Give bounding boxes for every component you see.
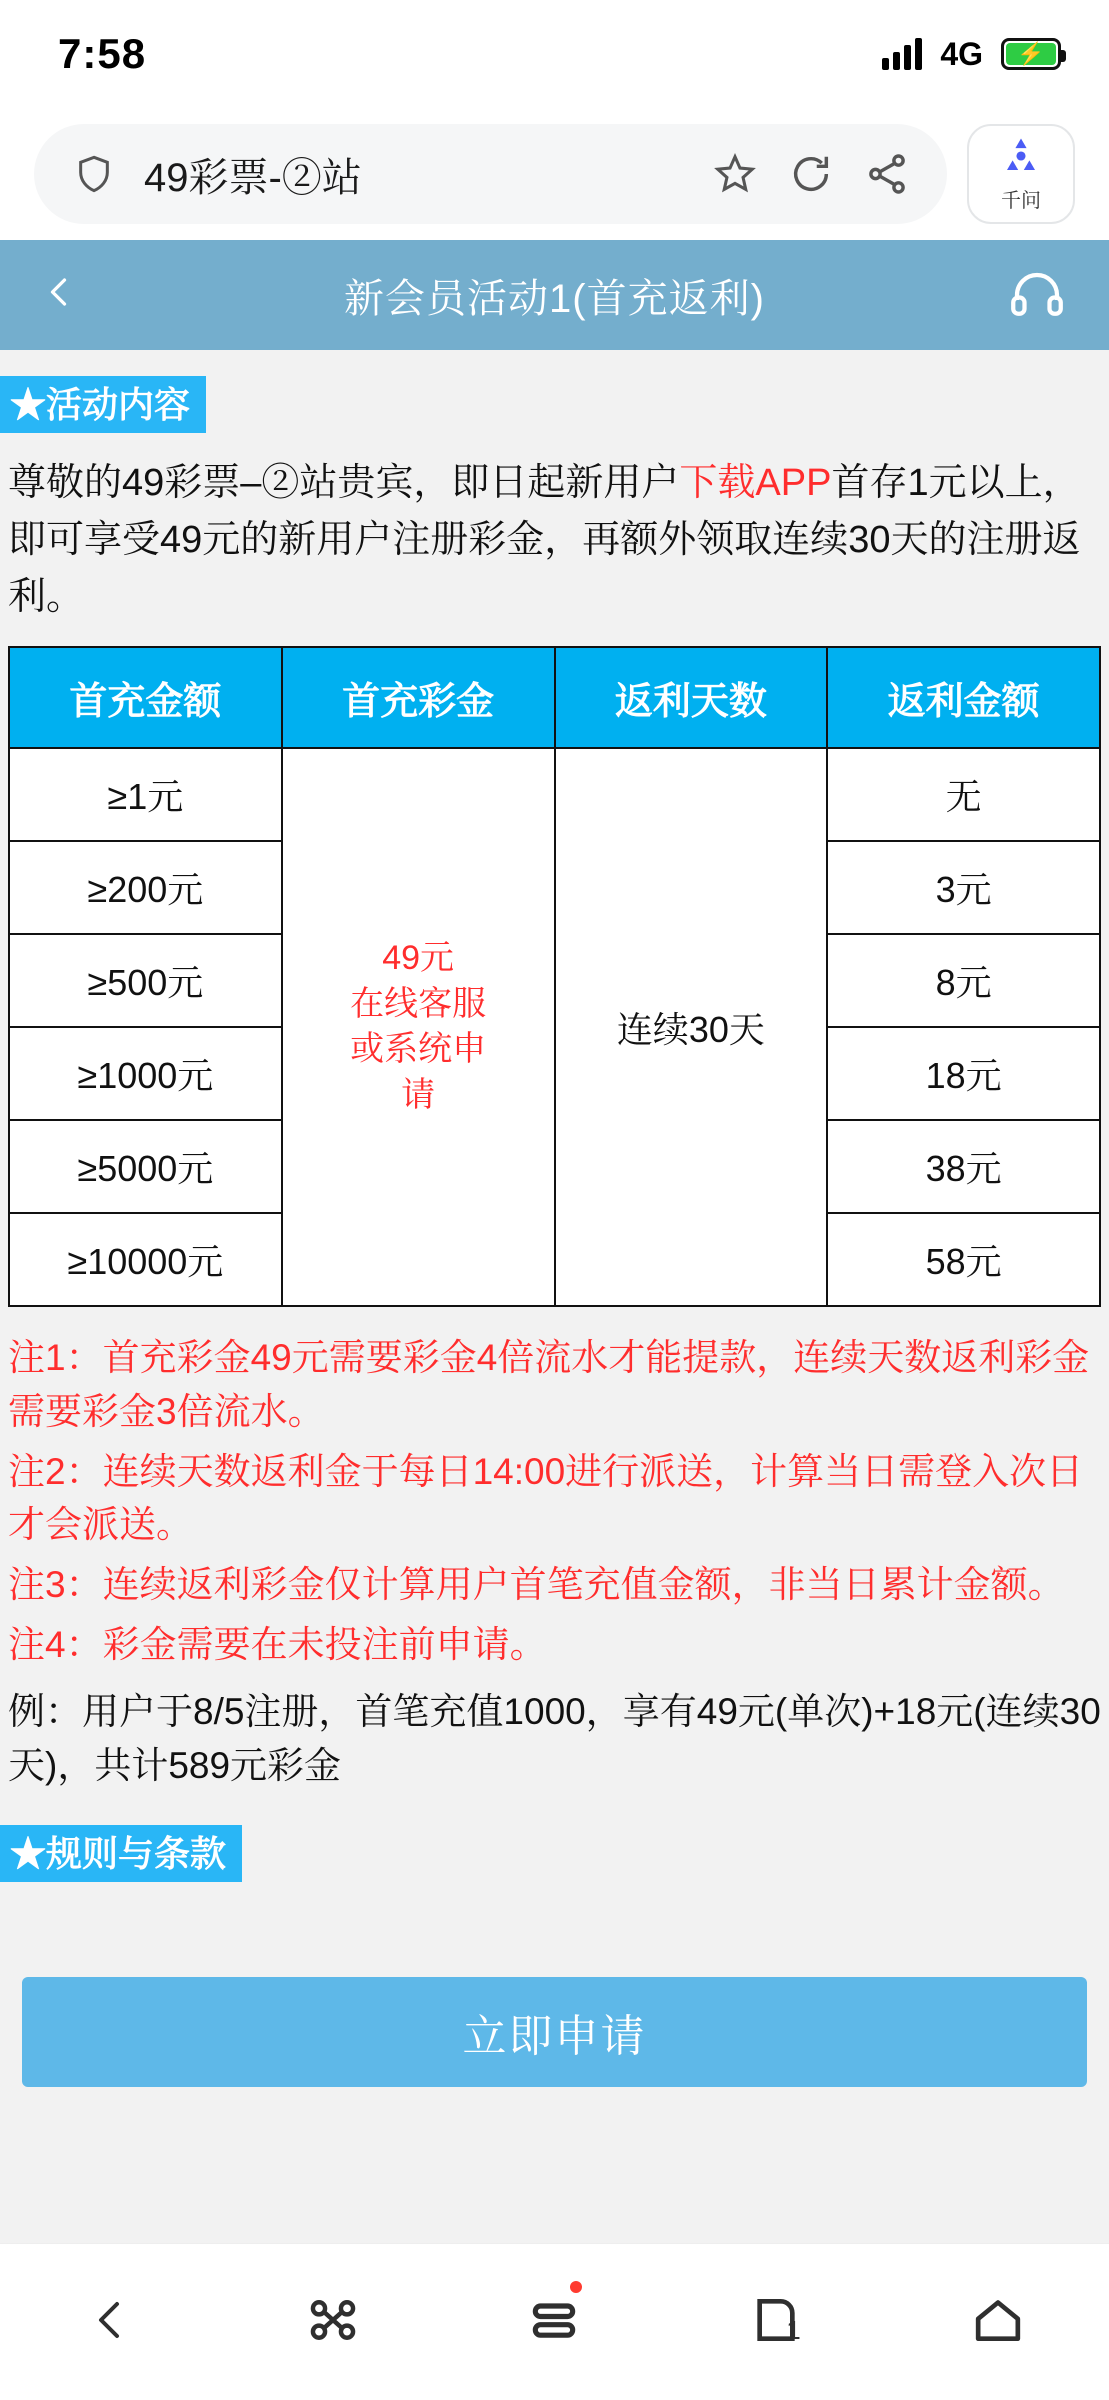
chevron-left-icon[interactable] [42,266,102,325]
notes-list [0,1315,1109,1671]
amount-cell: ≥200元 [9,841,282,934]
page-title: 新会员活动1(首充返利) [344,276,765,321]
address-bar[interactable] [34,124,947,224]
back-icon [87,2292,135,2353]
bonus-line: 在线客服 [350,984,487,1023]
table-header-cell: 首充彩金 [282,647,555,748]
amount-cell: ≥500元 [9,934,282,1027]
table-header-row [9,647,1100,748]
browser-toolbar [0,108,1109,240]
refresh-icon[interactable] [785,148,837,200]
status-bar [0,0,1109,108]
note-item: 注4：彩金需要在未投注前申请。 [8,1623,547,1665]
headset-icon[interactable] [1007,265,1067,325]
rebate-amount-cell: 3元 [827,841,1100,934]
apply-button[interactable]: 立即申请 [22,1977,1087,2087]
rebate-amount-cell: 58元 [827,1213,1100,1306]
amount-cell: ≥5000元 [9,1120,282,1213]
table-header-cell: 返利天数 [555,647,828,748]
qianwen-label: 千问 [1001,190,1041,212]
bonus-line: 49元 [382,938,455,977]
table-header-cell: 返利金额 [827,647,1100,748]
signal-bars-icon [882,38,922,70]
tabs-count-label: 1 [786,2315,801,2345]
intro-text-before: 尊敬的49彩票–②站贵宾，即日起新用户 [8,462,680,505]
rebate-amount-cell: 8元 [827,934,1100,1027]
rebate-days-cell: 连续30天 [555,748,828,1306]
share-icon[interactable] [861,148,913,200]
rebate-amount-cell: 38元 [827,1120,1100,1213]
section-title-rules: ★规则与条款 [0,1825,242,1882]
page-url-title: 49彩票-②站 [144,155,362,200]
page-header [0,240,1109,350]
tools-icon [305,2292,361,2353]
bonus-line: 请 [401,1076,436,1115]
note-item: 注1：首充彩金49元需要彩金4倍流水才能提款，连续天数返利彩金需要彩金3倍流水。 [8,1337,1090,1433]
amount-cell: ≥10000元 [9,1213,282,1306]
status-indicators [882,36,1061,73]
table-header-cell: 首充金额 [9,647,282,748]
star-icon[interactable] [709,148,761,200]
activity-intro [0,455,1109,626]
rebate-amount-cell: 18元 [827,1027,1100,1120]
activity-content [0,350,1109,2243]
section-title-activity: ★活动内容 [0,376,206,433]
note-item: 注3：连续返利彩金仅计算用户首笔充值金额，非当日累计金额。 [8,1563,1065,1605]
menu-icon [526,2292,582,2353]
nav-home-button[interactable] [938,2267,1058,2377]
amount-cell: ≥1元 [9,748,282,841]
first-deposit-bonus-cell [282,748,555,1306]
network-type-label: 4G [940,35,983,72]
nav-tools-button[interactable] [273,2267,393,2377]
nav-menu-button[interactable] [494,2267,614,2377]
intro-text-after: 首存1元以上，即可享受49元的新用户注册彩金，再额外领取连续30天的注册返利。 [8,462,1081,619]
home-icon [970,2292,1026,2353]
rebate-table [8,646,1101,1307]
nav-tabs-button[interactable] [716,2267,836,2377]
example-text: 例：用户于8/5注册，首笔充值1000，享有49元(单次)+18元(连续30天)，共计589元彩金 [8,1691,1101,1786]
nav-back-button[interactable] [51,2267,171,2377]
shield-icon [68,148,120,200]
table-row [9,748,1100,841]
battery-charging-icon: ⚡ [1001,38,1061,70]
note-item: 注2：连续天数返利金于每日14:00进行派送，计算当日需登入次日才会派送。 [8,1450,1084,1546]
qianwen-assistant-button[interactable] [967,124,1075,224]
browser-nav-bar [0,2243,1109,2400]
status-time: 7:58 [58,30,147,77]
amount-cell: ≥1000元 [9,1027,282,1120]
intro-highlight: 下载APP [679,462,832,505]
bonus-line: 或系统申 [350,1030,487,1069]
apply-bar [0,1977,1109,2087]
qianwen-icon [1000,135,1042,182]
rebate-amount-cell: 无 [827,748,1100,841]
